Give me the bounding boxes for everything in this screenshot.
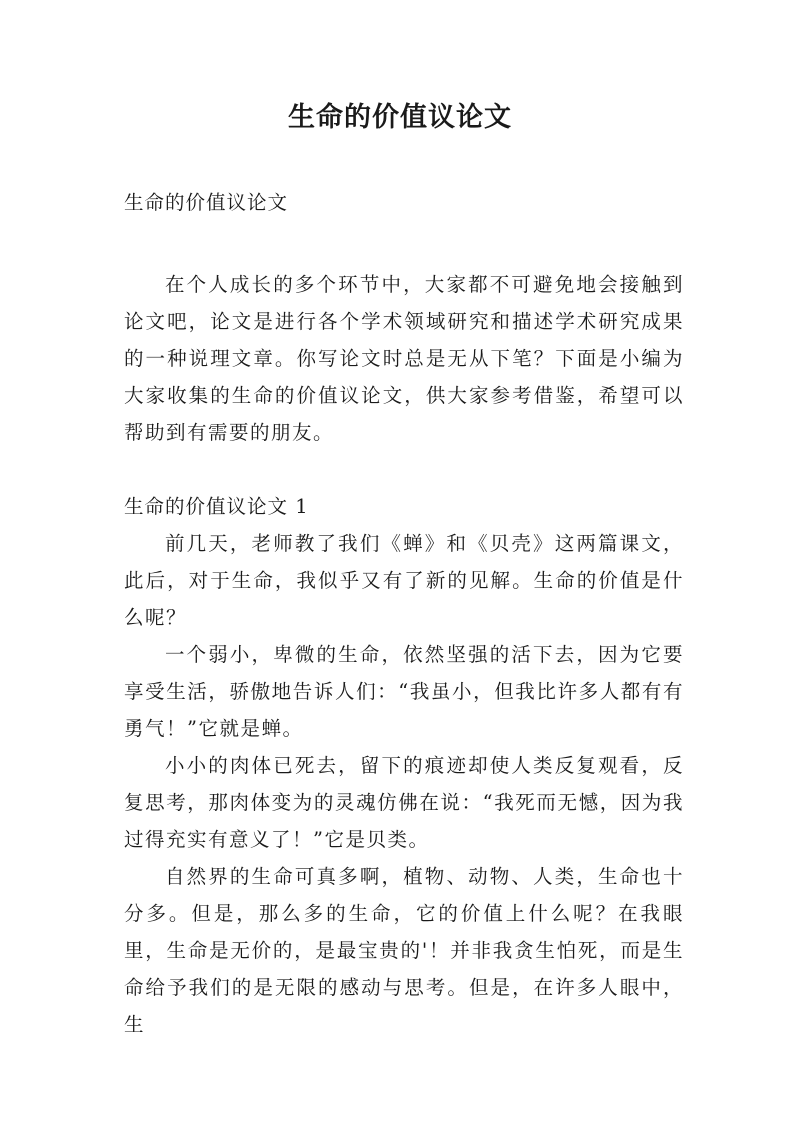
body-paragraph: 自然界的生命可真多啊，植物、动物、人类，生命也十分多。但是，那么多的生命，它的价值上什么呢？在我眼里，生命是无价的，是最宝贵的'！并非我贪生怕死，而是生命给予我们的是无限的感动与思考。但是，在许多人眼中，生 (124, 865, 684, 1036)
body-paragraph: 小小的肉体已死去，留下的痕迹却使人类反复观看，反复思考，那肉体变为的灵魂仿佛在说：“我死而无憾，因为我过得充实有意义了！”它是贝类。 (124, 754, 684, 851)
document-body (124, 184, 684, 1043)
document-title: 生命的价值议论文 (288, 102, 512, 133)
section-heading: 生命的价值议论文 1 (124, 495, 309, 518)
spacer (124, 221, 684, 266)
body-paragraph: 一个弱小，卑微的生命，依然坚强的活下去，因为它要享受生活，骄傲地告诉人们：“我虽小，但我比许多人都有有勇气！”它就是蝉。 (124, 643, 684, 740)
body-paragraph: 前几天，老师教了我们《蝉》和《贝壳》这两篇课文，此后，对于生命，我似乎又有了新的见解。生命的价值是什么呢？ (124, 532, 684, 629)
intro-paragraph: 在个人成长的多个环节中，大家都不可避免地会接触到论文吧，论文是进行各个学术领域研究和描述学术研究成果的一种说理文章。你写论文时总是无从下笔？下面是小编为大家收集的生命的价值议论文，供大家参考借鉴，希望可以帮助到有需要的朋友。 (124, 273, 684, 444)
document-subtitle: 生命的价值议论文 (124, 191, 289, 214)
spacer (124, 451, 684, 488)
